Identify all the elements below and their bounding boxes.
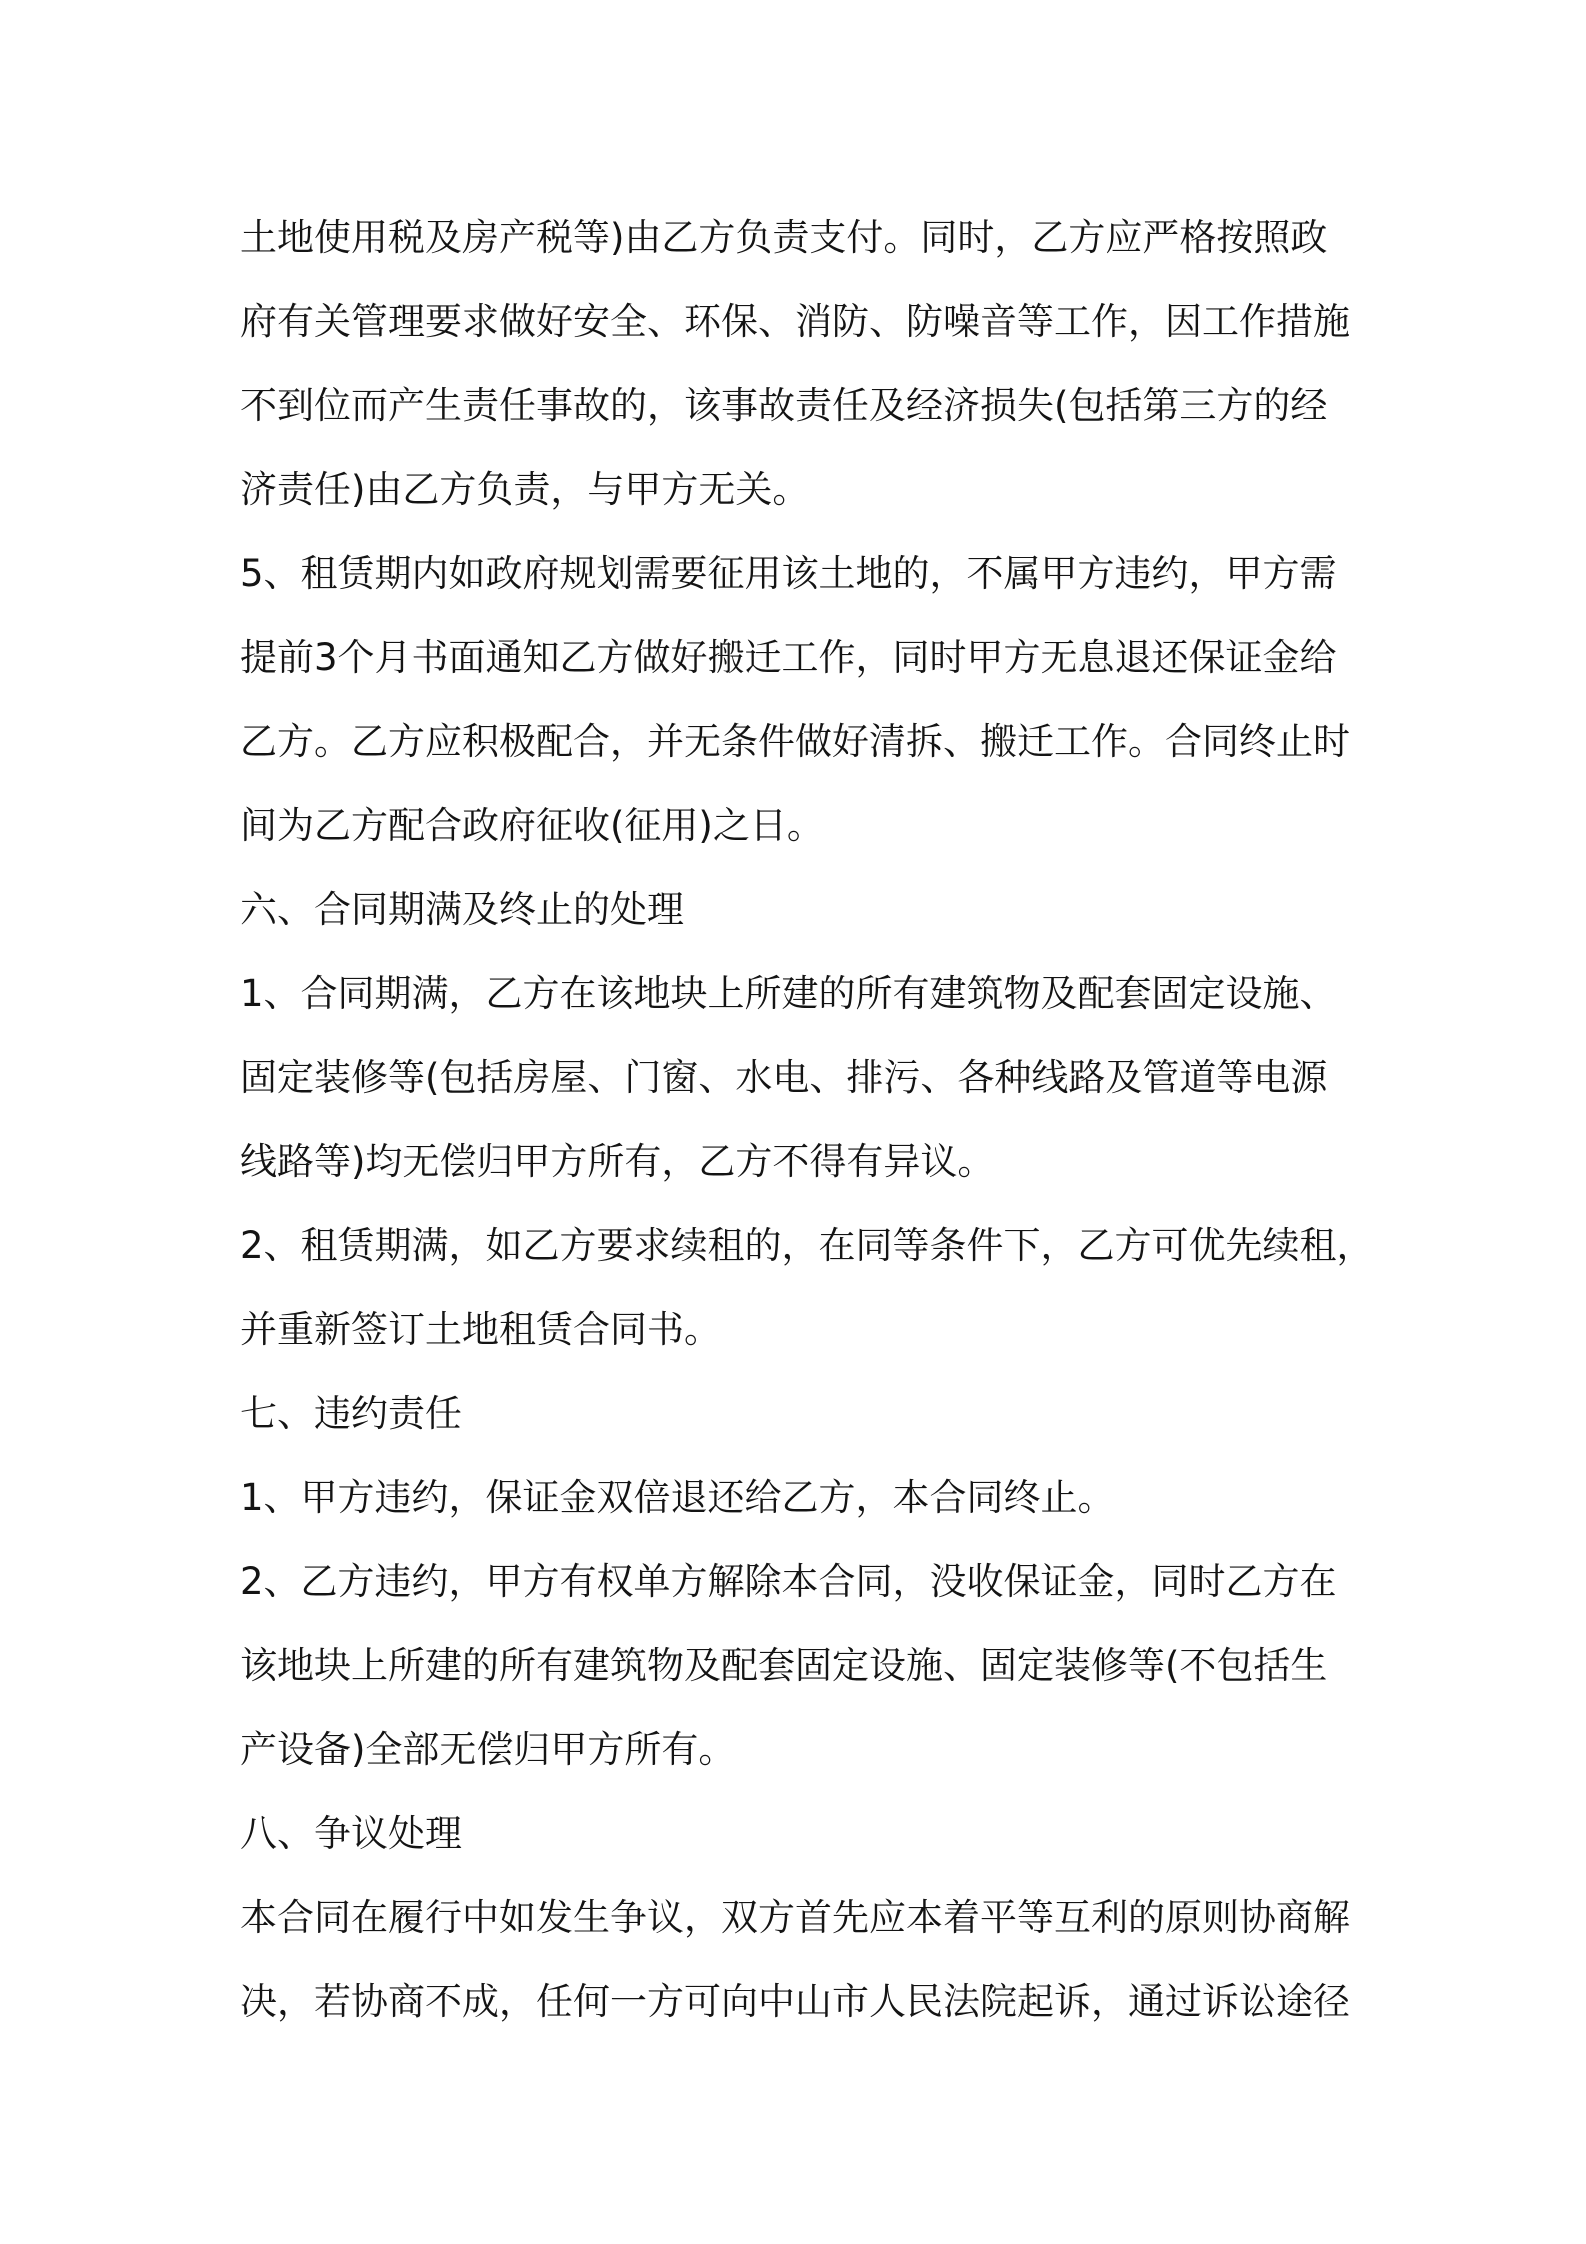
clause-8: 本合同在履行中如发生争议，双方首先应本着平等互利的原则协商解: [240, 1896, 1350, 1939]
text-line: 线路等)均无偿归甲方所有，乙方不得有异议。: [240, 1140, 995, 1183]
text-line: 该地块上所建的所有建筑物及配套固定设施、固定装修等(不包括生: [240, 1644, 1328, 1687]
text-line: 土地使用税及房产税等)由乙方负责支付。同时，乙方应严格按照政: [240, 216, 1328, 259]
text-line: 府有关管理要求做好安全、环保、消防、防噪音等工作，因工作措施: [240, 300, 1350, 343]
section-heading-7: 七、违约责任: [240, 1392, 462, 1435]
clause-6-1: 1、合同期满，乙方在该地块上所建的所有建筑物及配套固定设施、: [240, 972, 1337, 1015]
text-line: 提前3个月书面通知乙方做好搬迁工作，同时甲方无息退还保证金给: [240, 636, 1337, 679]
text-line: 并重新签订土地租赁合同书。: [240, 1308, 721, 1351]
text-line: 决，若协商不成，任何一方可向中山市人民法院起诉，通过诉讼途径: [240, 1980, 1350, 2023]
clause-7-2: 2、乙方违约，甲方有权单方解除本合同，没收保证金，同时乙方在: [240, 1560, 1337, 1603]
text-line: 产设备)全部无偿归甲方所有。: [240, 1728, 736, 1771]
document-body: [240, 196, 1374, 2044]
text-line: 间为乙方配合政府征收(征用)之日。: [240, 804, 824, 847]
clause-7-1: 1、甲方违约，保证金双倍退还给乙方，本合同终止。: [240, 1476, 1115, 1519]
text-line: 固定装修等(包括房屋、门窗、水电、排污、各种线路及管道等电源: [240, 1056, 1328, 1099]
text-line: 不到位而产生责任事故的，该事故责任及经济损失(包括第三方的经: [240, 384, 1328, 427]
text-line: 乙方。乙方应积极配合，并无条件做好清拆、搬迁工作。合同终止时: [240, 720, 1350, 763]
clause-6-2: 2、租赁期满，如乙方要求续租的，在同等条件下，乙方可优先续租，: [240, 1224, 1374, 1267]
clause-5: 5、租赁期内如政府规划需要征用该土地的，不属甲方违约，甲方需: [240, 552, 1337, 595]
section-heading-8: 八、争议处理: [240, 1812, 462, 1855]
section-heading-6: 六、合同期满及终止的处理: [240, 888, 684, 931]
text-line: 济责任)由乙方负责，与甲方无关。: [240, 468, 810, 511]
